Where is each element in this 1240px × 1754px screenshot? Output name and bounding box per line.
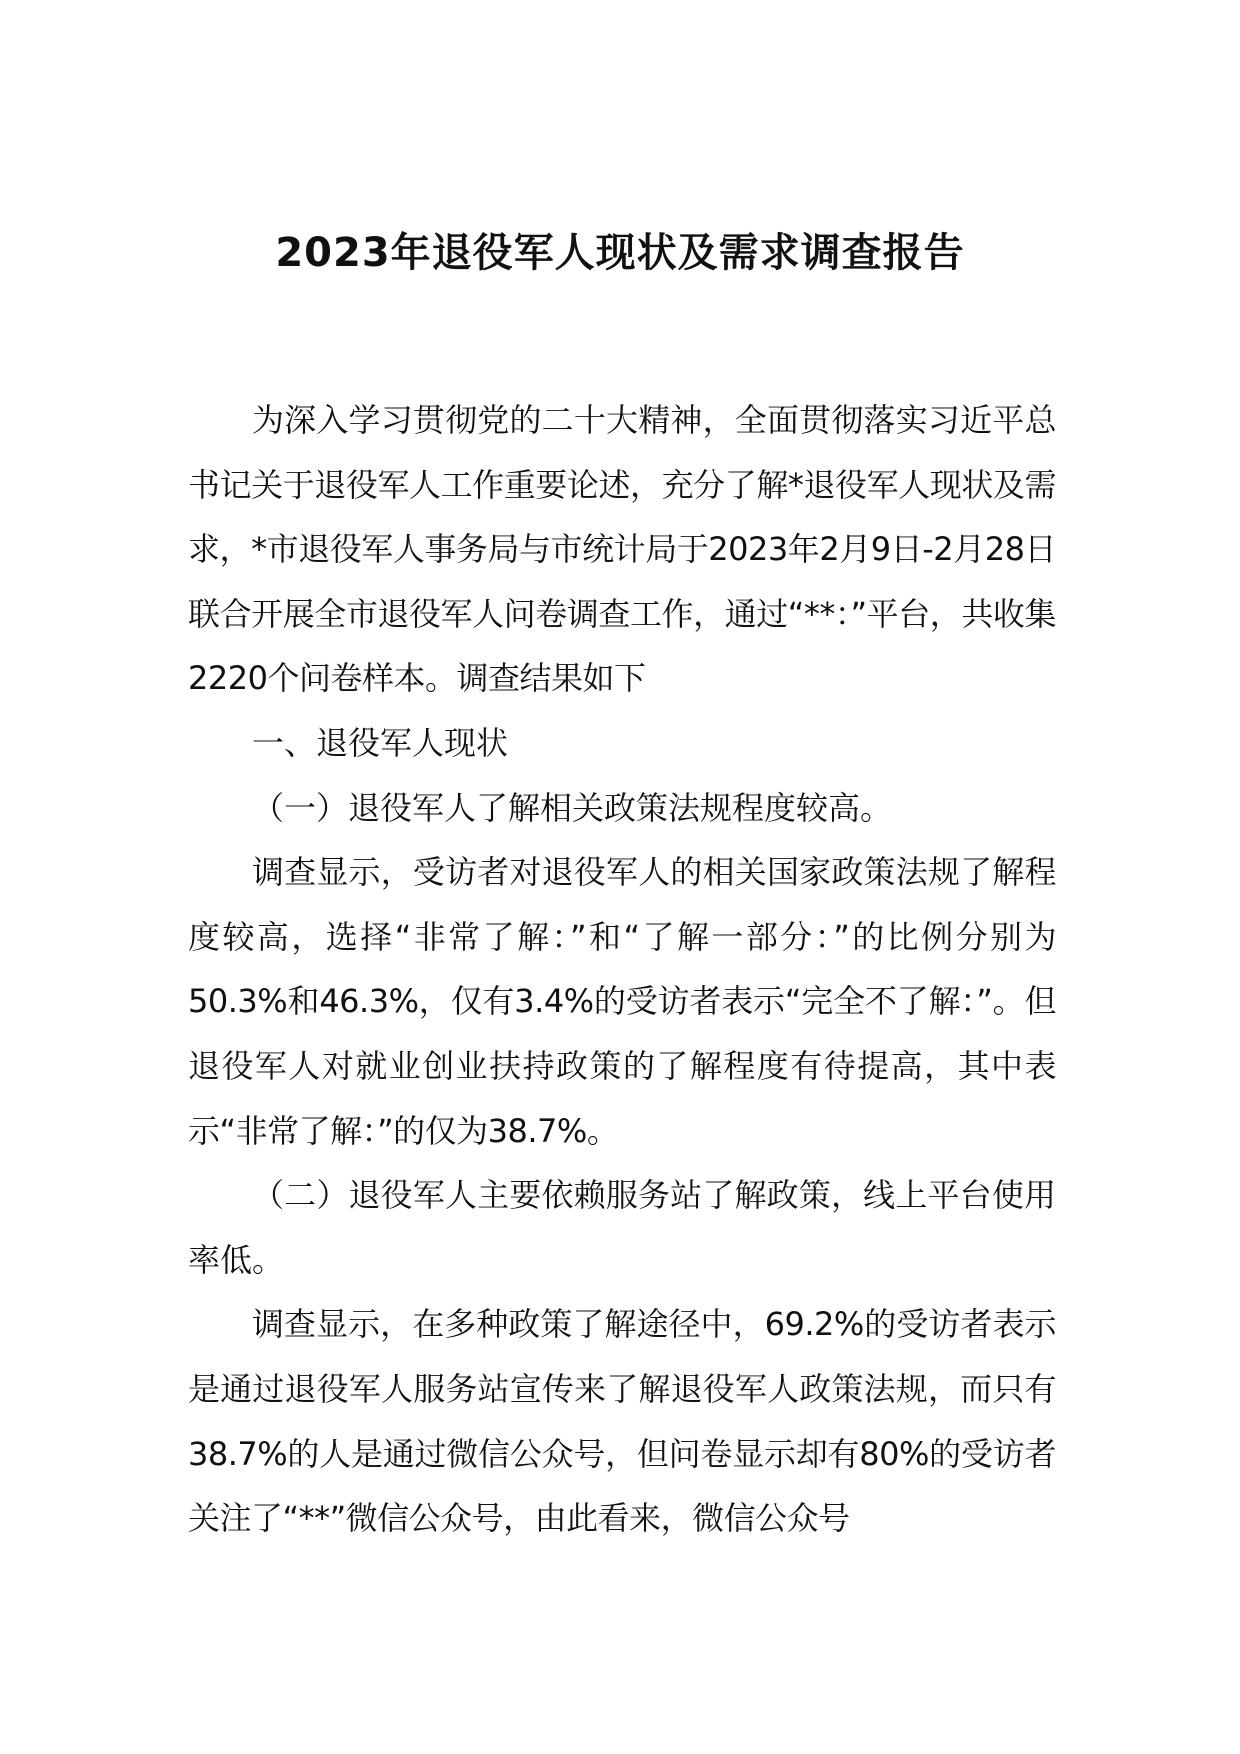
subsection-heading-2: （二）退役军人主要依赖服务站了解政策，线上平台使用率低。 xyxy=(188,1176,1056,1279)
document-body xyxy=(188,388,1056,1551)
body-paragraph-1: 调查显示，受访者对退役军人的相关国家政策法规了解程度较高，选择“非常了解：”和“了解一部分：”的比例分别为50.3%和46.3%，仅有3.4%的受访者表示“完全不了解：”。但退役军人对就业创业扶持政策的了解程度有待提高，其中表示“非常了解：”的仅为38.7%。 xyxy=(188,853,1056,1150)
section-heading-1: 一、退役军人现状 xyxy=(252,723,509,762)
body-paragraph-2: 调查显示，在多种政策了解途径中，69.2%的受访者表示是通过退役军人服务站宣传来了解退役军人政策法规，而只有38.7%的人是通过微信公众号，但问卷显示却有80%的受访者关注了“**”微信公众号，由此看来，微信公众号 xyxy=(188,1305,1056,1538)
subsection-heading-1: （一）退役军人了解相关政策法规程度较高。 xyxy=(252,788,893,827)
intro-paragraph: 为深入学习贯彻党的二十大精神，全面贯彻落实习近平总书记关于退役军人工作重要论述，充分了解*退役军人现状及需求，*市退役军人事务局与市统计局于2023年2月9日-2月28日联合开展全市退役军人问卷调查工作，通过“**：”平台，共收集2220个问卷样本。调查结果如下 xyxy=(188,401,1056,698)
document-title: 2023年退役军人现状及需求调查报告 xyxy=(275,229,965,276)
